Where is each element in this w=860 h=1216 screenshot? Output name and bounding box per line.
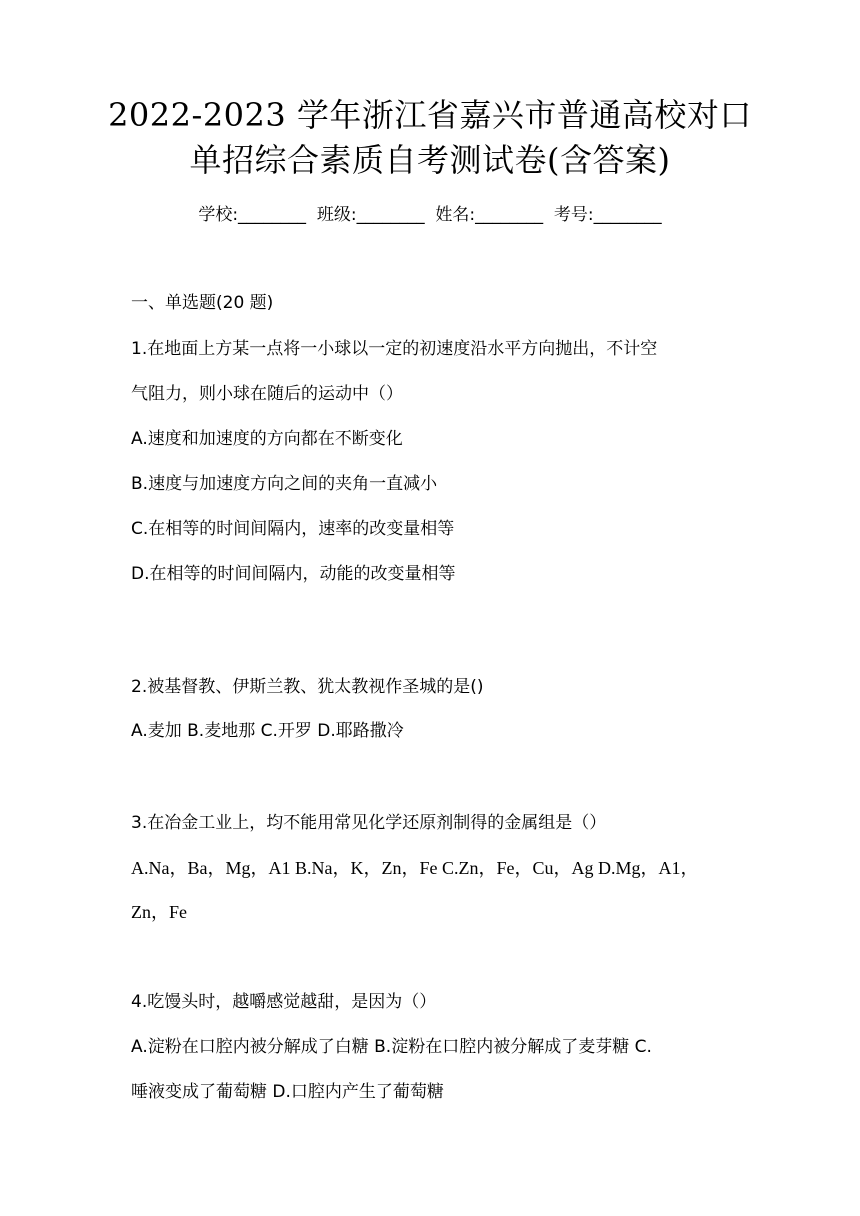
question-1-option-b: B.速度与加速度方向之间的夹角一直减小: [131, 474, 438, 494]
section-heading: 一、单选题(20 题): [131, 293, 274, 313]
document-title-line-2: 单招综合素质自考测试卷(含答案): [189, 141, 671, 179]
question-1-stem-line-1: 1.在地面上方某一点将一小球以一定的初速度沿水平方向抛出，不计空: [131, 339, 658, 359]
question-1-option-d: D.在相等的时间间隔内，动能的改变量相等: [131, 564, 456, 584]
student-info-line: 学校:________ 班级:________ 姓名:________ 考号:________: [198, 205, 662, 225]
question-2-options: A.麦加 B.麦地那 C.开罗 D.耶路撒冷: [131, 721, 404, 741]
question-1-option-a: A.速度和加速度的方向都在不断变化: [131, 429, 403, 449]
question-2-stem: 2.被基督教、伊斯兰教、犹太教视作圣城的是(): [131, 677, 484, 697]
question-1-option-c: C.在相等的时间间隔内，速率的改变量相等: [131, 519, 455, 539]
question-4-stem: 4.吃馒头时，越嚼感觉越甜，是因为（）: [131, 992, 437, 1012]
question-3-options-line-1: A.Na，Ba，Mg，A1 B.Na，K，Zn，Fe C.Zn，Fe，Cu，Ag D.Mg，A1，: [131, 858, 699, 878]
question-1-stem-line-2: 气阻力，则小球在随后的运动中（）: [131, 384, 403, 404]
question-4-options-line-2: 唾液变成了葡萄糖 D.口腔内产生了葡萄糖: [131, 1082, 444, 1102]
question-3-options-line-2: Zn，Fe: [131, 902, 187, 922]
document-title-line-1: 2022-2023 学年浙江省嘉兴市普通高校对口: [108, 96, 752, 134]
question-3-stem: 3.在冶金工业上，均不能用常见化学还原剂制得的金属组是（）: [131, 813, 607, 833]
question-4-options-line-1: A.淀粉在口腔内被分解成了白糖 B.淀粉在口腔内被分解成了麦芽糖 C.: [131, 1037, 652, 1057]
